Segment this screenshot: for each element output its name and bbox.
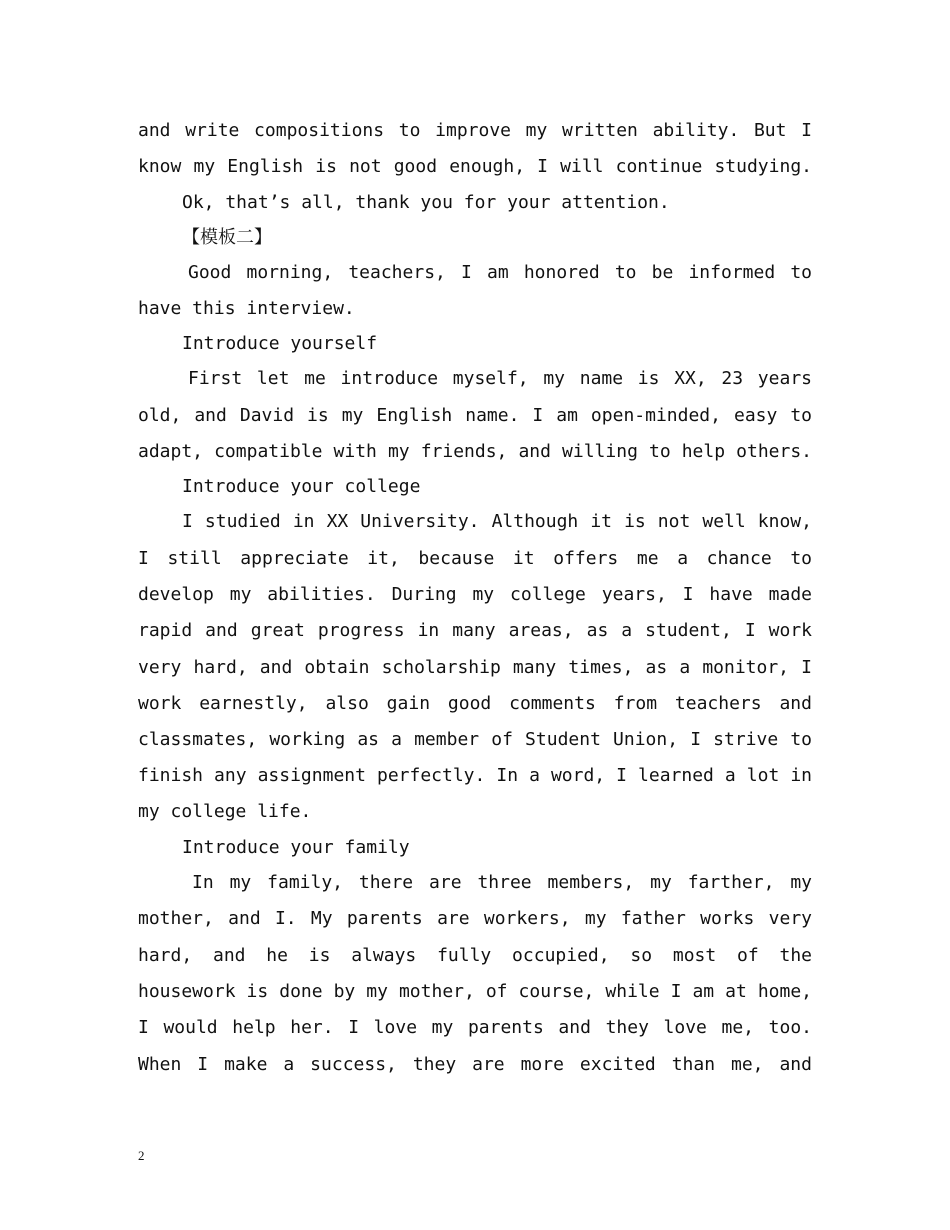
- text-line: adapt, compatible with my friends, and willing to help others.: [138, 441, 812, 462]
- subheading: Introduce yourself: [182, 333, 378, 354]
- text-line: When I make a success, they are more excited than me, and: [138, 1054, 812, 1075]
- page-number: 2: [138, 1148, 145, 1163]
- text-line: old, and David is my English name. I am open-minded, easy to: [138, 405, 812, 426]
- text-line: I still appreciate it, because it offers me a chance to: [138, 548, 812, 569]
- text-line: mother, and I. My parents are workers, my father works very: [138, 908, 812, 929]
- text-line: Good morning, teachers, I am honored to be informed to: [188, 262, 812, 283]
- subheading: Introduce your family: [182, 837, 410, 858]
- text-line: work earnestly, also gain good comments from teachers and: [138, 693, 812, 714]
- text-line: and write compositions to improve my written ability. But I: [138, 120, 812, 141]
- text-line: In my family, there are three members, my farther, my: [192, 872, 812, 893]
- text-line: First let me introduce myself, my name is XX, 23 years: [188, 368, 812, 389]
- section-heading: 【模板二】: [182, 227, 272, 248]
- text-line: very hard, and obtain scholarship many times, as a monitor, I: [138, 657, 812, 678]
- subheading: Introduce your college: [182, 476, 421, 497]
- text-line: Ok, that’s all, thank you for your attention.: [182, 192, 670, 213]
- text-line: develop my abilities. During my college years, I have made: [138, 584, 812, 605]
- text-line: I studied in XX University. Although it is not well know,: [182, 511, 812, 532]
- text-line: know my English is not good enough, I will continue studying.: [138, 156, 812, 177]
- text-line: hard, and he is always fully occupied, so most of the: [138, 945, 812, 966]
- text-line: I would help her. I love my parents and they love me, too.: [138, 1017, 812, 1038]
- text-line: housework is done by my mother, of course, while I am at home,: [138, 981, 812, 1002]
- text-line: finish any assignment perfectly. In a word, I learned a lot in: [138, 765, 812, 786]
- text-line: my college life.: [138, 801, 312, 822]
- text-line: rapid and great progress in many areas, as a student, I work: [138, 620, 812, 641]
- text-line: classmates, working as a member of Student Union, I strive to: [138, 729, 812, 750]
- text-line: have this interview.: [138, 298, 355, 319]
